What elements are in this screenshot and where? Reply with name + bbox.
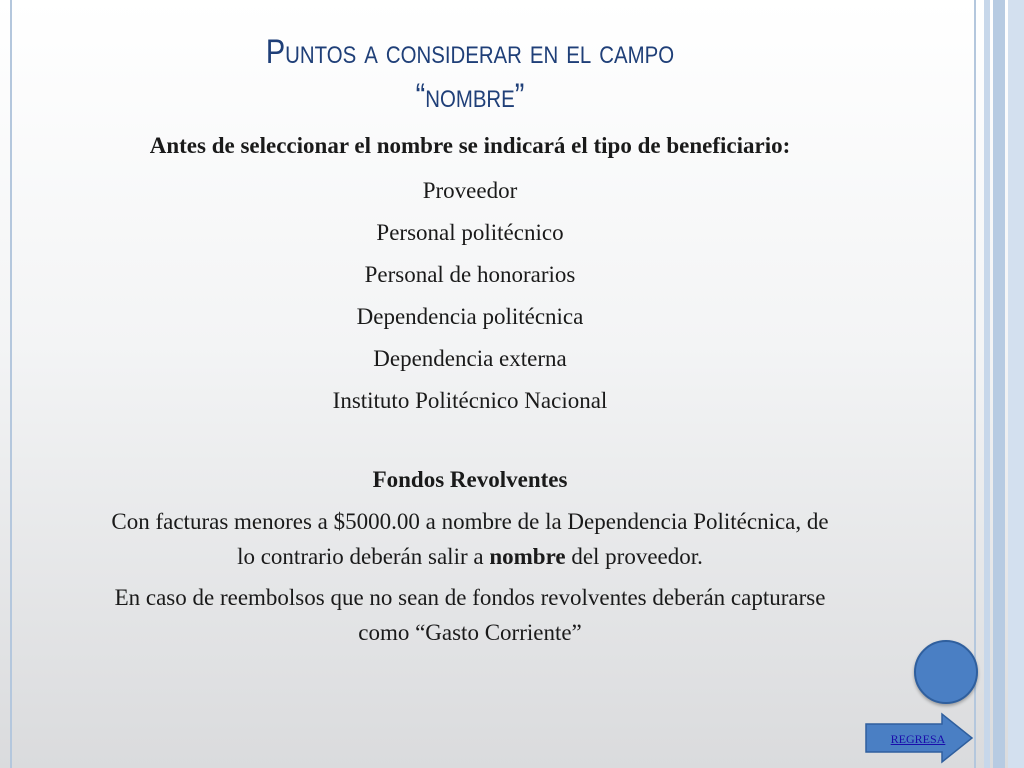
slide-body [100, 130, 840, 650]
side-decor-strip [984, 0, 990, 768]
beneficiary-type-item: Instituto Politécnico Nacional [332, 388, 608, 413]
beneficiary-type-item: Dependencia politécnica [356, 304, 584, 329]
slide-title-line-2: “nombre” [415, 77, 525, 115]
beneficiary-type-item: Dependencia externa [373, 346, 567, 371]
beneficiary-type-item: Proveedor [422, 178, 518, 203]
fondos-p1-end: del proveedor. [565, 544, 703, 569]
beneficiary-type-item: Personal de honorarios [364, 262, 576, 287]
beneficiary-type-item: Personal politécnico [376, 220, 564, 245]
fondos-heading: Fondos Revolventes [372, 467, 568, 492]
fondos-paragraph-1 [100, 504, 840, 574]
decorative-circle [914, 640, 978, 704]
side-decor-strip [993, 0, 1005, 768]
slide-title-line-1: Puntos a considerar en el campo [265, 33, 675, 71]
back-button-label[interactable]: REGRESA [890, 732, 946, 746]
fondos-p1-start: Con facturas menores a $5000.00 a nombre de la Dependencia Politécnica, de lo contrario deberán salir a [111, 509, 829, 569]
side-decor-strip [1008, 0, 1024, 768]
slide-title [173, 30, 768, 118]
beneficiary-type-list [100, 170, 840, 422]
intro-text: Antes de seleccionar el nombre se indicará el tipo de beneficiario: [149, 133, 791, 158]
back-button[interactable] [864, 712, 974, 764]
fondos-p1-bold: nombre [489, 544, 566, 569]
fondos-paragraph-2: En caso de reembolsos que no sean de fondos revolventes deberán capturarse como “Gasto Corriente” [114, 585, 826, 645]
